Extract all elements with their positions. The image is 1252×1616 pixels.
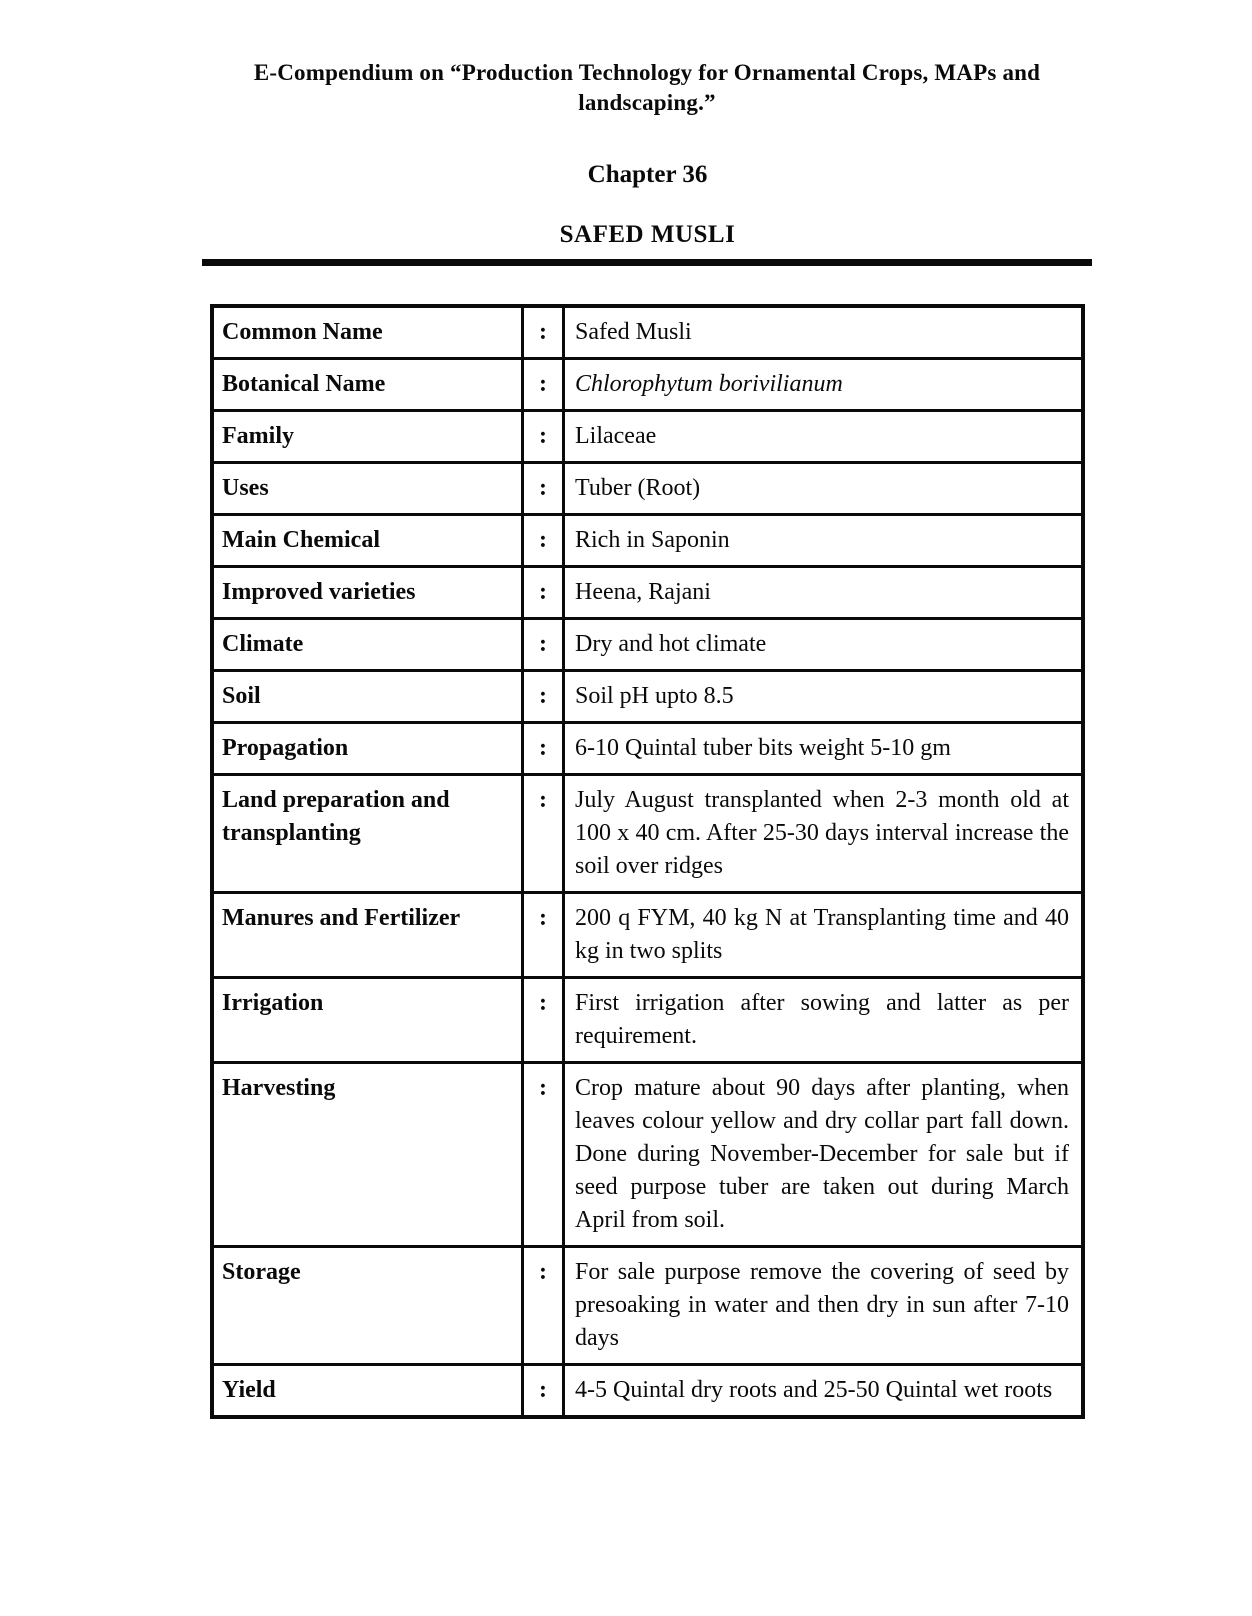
row-value: Dry and hot climate	[564, 619, 1084, 671]
row-value: July August transplanted when 2-3 month old at 100 x 40 cm. After 25-30 days interval increase the soil over ridges	[564, 775, 1084, 893]
row-separator: :	[523, 893, 564, 978]
row-label: Land preparation and transplanting	[212, 775, 523, 893]
running-header: E-Compendium on “Production Technology for Ornamental Crops, MAPs and landscaping.”	[253, 60, 1041, 115]
page-title: SAFED MUSLI	[559, 221, 736, 248]
row-value: Tuber (Root)	[564, 463, 1084, 515]
row-separator: :	[523, 463, 564, 515]
row-separator: :	[523, 1365, 564, 1418]
table-row-yield	[212, 1365, 1083, 1418]
row-label: Yield	[212, 1365, 523, 1418]
row-label: Propagation	[212, 723, 523, 775]
table-row-family	[212, 411, 1083, 463]
row-label: Harvesting	[212, 1063, 523, 1247]
row-value: Safed Musli	[564, 306, 1084, 359]
table-row-uses	[212, 463, 1083, 515]
row-label: Main Chemical	[212, 515, 523, 567]
table-row-soil	[212, 671, 1083, 723]
row-label: Botanical Name	[212, 359, 523, 411]
row-value: First irrigation after sowing and latter as per requirement.	[564, 978, 1084, 1063]
row-value: 6-10 Quintal tuber bits weight 5-10 gm	[564, 723, 1084, 775]
row-label: Family	[212, 411, 523, 463]
row-value: Crop mature about 90 days after planting, when leaves colour yellow and dry collar part fall down. Done during November-December for sale but if seed purpose tuber are taken out during March April from soil.	[564, 1063, 1084, 1247]
table-row-storage	[212, 1247, 1083, 1365]
row-value: Rich in Saponin	[564, 515, 1084, 567]
row-separator: :	[523, 359, 564, 411]
row-label: Manures and Fertilizer	[212, 893, 523, 978]
row-label: Uses	[212, 463, 523, 515]
row-separator: :	[523, 1247, 564, 1365]
chapter-heading: Chapter 36	[587, 161, 708, 188]
row-value: For sale purpose remove the covering of seed by presoaking in water and then dry in sun after 7-10 days	[564, 1247, 1084, 1365]
table-row-land-preparation	[212, 775, 1083, 893]
row-value: 4-5 Quintal dry roots and 25-50 Quintal wet roots	[564, 1365, 1084, 1418]
row-label: Climate	[212, 619, 523, 671]
row-separator: :	[523, 515, 564, 567]
row-separator: :	[523, 978, 564, 1063]
row-value: Lilaceae	[564, 411, 1084, 463]
table-row-irrigation	[212, 978, 1083, 1063]
row-separator: :	[523, 723, 564, 775]
row-value: 200 q FYM, 40 kg N at Transplanting time and 40 kg in two splits	[564, 893, 1084, 978]
row-label: Irrigation	[212, 978, 523, 1063]
row-value: Chlorophytum borivilianum	[564, 359, 1084, 411]
row-separator: :	[523, 567, 564, 619]
table-row-propagation	[212, 723, 1083, 775]
crop-facts-table	[210, 304, 1085, 1419]
row-separator: :	[523, 1063, 564, 1247]
table-row-botanical-name	[212, 359, 1083, 411]
row-separator: :	[523, 619, 564, 671]
row-separator: :	[523, 306, 564, 359]
row-separator: :	[523, 775, 564, 893]
row-label: Soil	[212, 671, 523, 723]
table-row-improved-varieties	[212, 567, 1083, 619]
row-label: Common Name	[212, 306, 523, 359]
row-separator: :	[523, 671, 564, 723]
page-content	[210, 0, 1085, 1419]
table-row-main-chemical	[212, 515, 1083, 567]
row-value: Heena, Rajani	[564, 567, 1084, 619]
row-separator: :	[523, 411, 564, 463]
title-rule	[202, 259, 1092, 266]
table-row-harvesting	[212, 1063, 1083, 1247]
table-row-climate	[212, 619, 1083, 671]
row-label: Improved varieties	[212, 567, 523, 619]
table-row-manures-fertilizer	[212, 893, 1083, 978]
row-label: Storage	[212, 1247, 523, 1365]
row-value: Soil pH upto 8.5	[564, 671, 1084, 723]
table-row-common-name	[212, 306, 1083, 359]
